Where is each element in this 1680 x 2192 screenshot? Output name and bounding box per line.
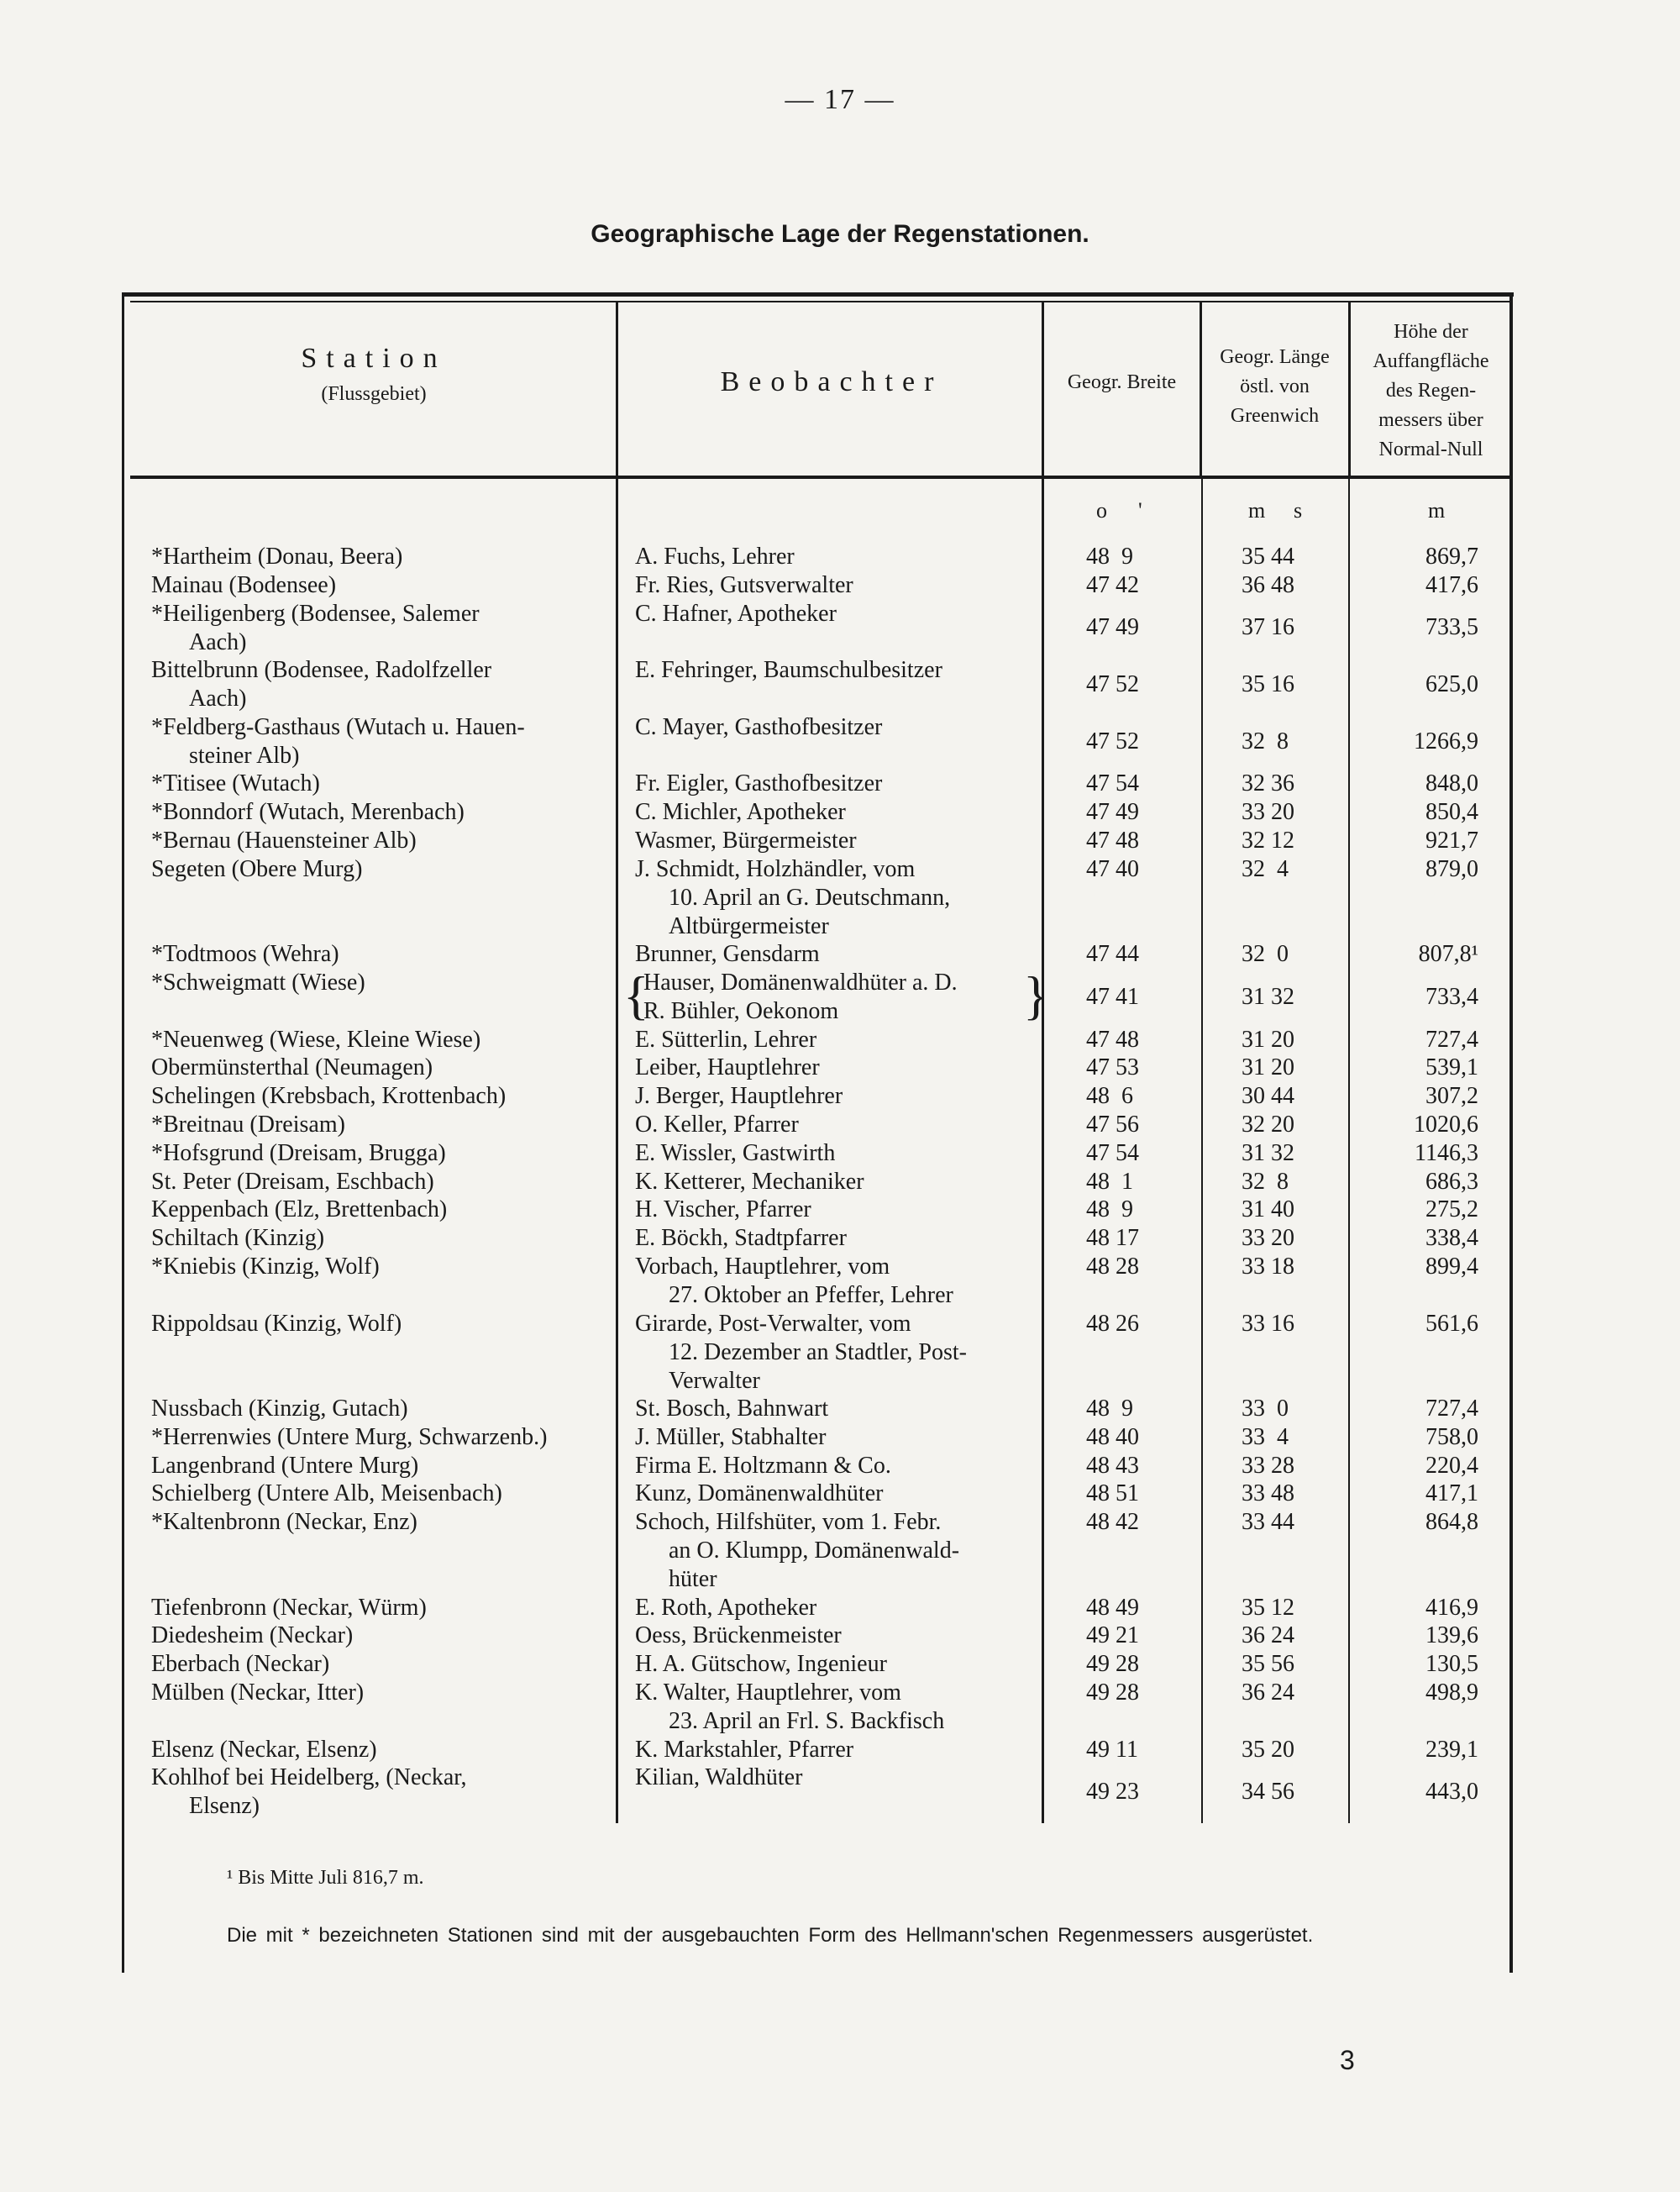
breite-cell: 49 23 [1086,1779,1139,1806]
breite-cell: 47 53 [1086,1054,1139,1081]
laenge-cell: 32 20 [1242,1112,1294,1138]
station-line: Aach) [189,628,247,655]
station-line: *Bonndorf (Wutach, Merenbach) [151,799,465,826]
station-cell [151,600,617,657]
laenge-cell: 33 18 [1242,1254,1294,1280]
station-cell [151,940,617,969]
station-cell [151,1764,617,1821]
hoehe-cell: 921,7 [1425,828,1478,854]
hoehe-cell: 1146,3 [1415,1139,1478,1166]
beobachter-cell [635,1253,1030,1310]
header-breite: Geogr. Breite [1067,371,1177,393]
unit-breite-degrees: o [1096,498,1107,523]
hoehe-cell: 416,9 [1425,1594,1478,1621]
beobachter-line: Wasmer, Bürgermeister [635,828,857,854]
station-line: Mülben (Neckar, Itter) [151,1679,365,1706]
laenge-cell: 31 20 [1242,1054,1294,1081]
beobachter-line: Verwalter [669,1367,760,1394]
station-line: steiner Alb) [189,742,300,769]
hoehe-cell: 443,0 [1425,1779,1478,1806]
beobachter-cell [635,1679,1030,1736]
station-line: Elsenz) [189,1793,260,1820]
laenge-cell: 36 24 [1242,1622,1294,1649]
hoehe-cell: 220,4 [1425,1452,1478,1479]
beobachter-cell [635,713,1030,742]
station-cell [151,798,617,827]
hoehe-cell: 899,4 [1425,1254,1478,1280]
laenge-cell: 31 32 [1242,983,1294,1010]
breite-cell: 47 40 [1086,855,1139,882]
beobachter-cell [635,1196,1030,1224]
beobachter-line: C. Michler, Apotheker [635,799,846,826]
laenge-cell: 33 20 [1242,799,1294,826]
beobachter-cell [635,1594,1030,1622]
beobachter-line: K. Ketterer, Mechaniker [635,1168,864,1195]
beobachter-cell [635,827,1030,855]
beobachter-line: Fr. Ries, Gutsverwalter [635,571,853,598]
station-line: Schielberg (Untere Alb, Meisenbach) [151,1480,502,1507]
hoehe-cell: 733,5 [1425,614,1478,641]
station-cell [151,1054,617,1082]
beobachter-cell [635,1395,1030,1423]
station-cell [151,1679,617,1707]
beobachter-line: 23. April an Frl. S. Backfisch [669,1708,945,1734]
station-line: St. Peter (Dreisam, Eschbach) [151,1168,434,1195]
beobachter-line: E. Sütterlin, Lehrer [635,1026,817,1053]
beobachter-line: O. Keller, Pfarrer [635,1112,799,1138]
beobachter-line: Vorbach, Hauptlehrer, vom [635,1254,890,1280]
laenge-cell: 32 12 [1242,828,1294,854]
breite-cell: 48 43 [1086,1452,1139,1479]
beobachter-line: Brunner, Gensdarm [635,941,820,968]
hoehe-cell: 848,0 [1425,770,1478,797]
laenge-cell: 35 44 [1242,544,1294,570]
page-title: Geographische Lage der Regenstationen. [591,220,1089,248]
hoehe-cell: 758,0 [1425,1423,1478,1450]
station-cell [151,1082,617,1111]
station-cell [151,1310,617,1338]
header-hoehe-line: Höhe der [1394,321,1468,343]
hoehe-cell: 139,6 [1425,1622,1478,1649]
beobachter-cell [635,1452,1030,1480]
beobachter-cell [635,855,1030,941]
beobachter-line: R. Bühler, Oekonom [643,998,839,1024]
breite-cell: 48 42 [1086,1509,1139,1536]
beobachter-line: 12. Dezember an Stadtler, Post- [669,1338,968,1365]
page-number-top: — 17 — [785,84,895,115]
unit-laenge-minutes: m [1248,498,1266,523]
beobachter-cell [635,1310,1030,1396]
hoehe-cell: 239,1 [1425,1736,1478,1763]
hoehe-cell: 850,4 [1425,799,1478,826]
breite-cell: 49 21 [1086,1622,1139,1649]
station-line: Diedesheim (Neckar) [151,1622,354,1649]
hoehe-cell: 879,0 [1425,855,1478,882]
breite-cell: 48 40 [1086,1423,1139,1450]
header-bottom-rule [130,476,1512,479]
station-line: *Todtmoos (Wehra) [151,941,339,968]
breite-cell: 47 48 [1086,1026,1139,1053]
station-line: Keppenbach (Elz, Brettenbach) [151,1196,448,1223]
breite-cell: 47 52 [1086,728,1139,754]
breite-cell: 48 9 [1086,544,1133,570]
footnote: ¹ Bis Mitte Juli 816,7 m. [227,1867,424,1889]
station-line: Elsenz (Neckar, Elsenz) [151,1736,377,1763]
table-left-rule [122,292,124,1973]
beobachter-line: K. Markstahler, Pfarrer [635,1736,854,1763]
beobachter-line: E. Roth, Apotheker [635,1594,817,1621]
station-cell [151,1395,617,1423]
column-divider-laenge-body [1348,479,1350,1823]
hoehe-cell: 561,6 [1425,1310,1478,1337]
beobachter-cell [635,543,1030,571]
brace-right: } [1023,965,1049,1025]
beobachter-cell [635,1168,1030,1196]
laenge-cell: 35 56 [1242,1651,1294,1678]
breite-cell: 49 11 [1086,1736,1138,1763]
breite-cell: 47 54 [1086,1139,1139,1166]
station-line: *Kniebis (Kinzig, Wolf) [151,1254,380,1280]
beobachter-cell [635,1736,1030,1764]
laenge-cell: 33 16 [1242,1310,1294,1337]
station-line: *Kaltenbronn (Neckar, Enz) [151,1509,417,1536]
beobachter-cell [635,1423,1030,1452]
beobachter-line: E. Fehringer, Baumschulbesitzer [635,657,942,684]
hoehe-cell: 275,2 [1425,1196,1478,1223]
header-station: Station [301,343,447,374]
station-line: Nussbach (Kinzig, Gutach) [151,1396,408,1422]
beobachter-line: J. Berger, Hauptlehrer [635,1083,843,1110]
page-number-bottom: 3 [1340,2045,1355,2075]
station-line: *Hofsgrund (Dreisam, Brugga) [151,1139,446,1166]
brace-left: { [623,965,649,1025]
column-divider-breite-body [1201,479,1203,1823]
beobachter-line: Fr. Eigler, Gasthofbesitzer [635,770,883,797]
beobachter-line: St. Bosch, Bahnwart [635,1396,829,1422]
header-beobachter: Beobachter [720,366,943,397]
beobachter-line: H. Vischer, Pfarrer [635,1196,811,1223]
laenge-cell: 33 20 [1242,1225,1294,1252]
station-cell [151,656,617,713]
laenge-cell: 31 32 [1242,1139,1294,1166]
breite-cell: 47 48 [1086,828,1139,854]
breite-cell: 49 28 [1086,1679,1139,1706]
beobachter-cell [635,1139,1030,1168]
beobachter-line: Hauser, Domänenwaldhüter a. D. [643,970,958,996]
beobachter-cell [635,940,1030,969]
beobachter-cell [635,1026,1030,1054]
hoehe-cell: 686,3 [1425,1168,1478,1195]
beobachter-cell [635,1082,1030,1111]
header-hoehe-line: des Regen- [1385,380,1477,402]
hoehe-cell: 130,5 [1425,1651,1478,1678]
station-line: *Titisee (Wutach) [151,770,320,797]
station-cell [151,1594,617,1622]
beobachter-line: C. Mayer, Gasthofbesitzer [635,713,883,740]
legend-note: Die mit * bezeichneten Stationen sind mit der ausgebauchten Form des Hellmann'schen Regenmessers ausgerüstet. [227,1924,1314,1947]
beobachter-cell [635,770,1030,798]
header-hoehe-line: Normal-Null [1378,439,1483,460]
laenge-cell: 32 0 [1242,941,1289,968]
station-cell [151,1508,617,1537]
beobachter-line: C. Hafner, Apotheker [635,600,837,627]
station-cell [151,1452,617,1480]
breite-cell: 47 42 [1086,571,1139,598]
station-cell [151,827,617,855]
breite-cell: 47 56 [1086,1112,1139,1138]
table-right-rule [1509,292,1513,1973]
beobachter-cell [635,1508,1030,1594]
beobachter-cell [635,798,1030,827]
beobachter-line: an O. Klumpp, Domänenwald- [669,1538,960,1564]
station-cell [151,1168,617,1196]
station-line: Langenbrand (Untere Murg) [151,1452,419,1479]
breite-cell: 47 44 [1086,941,1139,968]
station-cell [151,1736,617,1764]
beobachter-line: E. Böckh, Stadtpfarrer [635,1225,847,1252]
breite-cell: 48 28 [1086,1254,1139,1280]
beobachter-line: Oess, Brückenmeister [635,1622,842,1649]
breite-cell: 48 26 [1086,1310,1139,1337]
beobachter-cell [635,1224,1030,1253]
table-inner-top-rule [130,301,1512,302]
beobachter-line: Kunz, Domänenwaldhüter [635,1480,884,1507]
beobachter-cell [635,1054,1030,1082]
breite-cell: 48 1 [1086,1168,1133,1195]
station-cell [151,543,617,571]
station-line: Mainau (Bodensee) [151,571,337,598]
unit-hoehe: m [1428,498,1446,523]
hoehe-cell: 307,2 [1425,1083,1478,1110]
breite-cell: 49 28 [1086,1651,1139,1678]
beobachter-cell [635,1622,1030,1650]
station-cell [151,1139,617,1168]
station-line: *Herrenwies (Untere Murg, Schwarzenb.) [151,1423,548,1450]
station-line: Segeten (Obere Murg) [151,855,363,882]
beobachter-line: Firma E. Holtzmann & Co. [635,1452,891,1479]
hoehe-cell: 807,8¹ [1418,941,1478,968]
header-hoehe [1350,318,1512,465]
hoehe-cell: 625,0 [1425,671,1478,698]
laenge-cell: 31 20 [1242,1026,1294,1053]
breite-cell: 48 9 [1086,1396,1133,1422]
header-hoehe-line: messers über [1378,409,1483,431]
station-cell [151,1480,617,1508]
laenge-cell: 37 16 [1242,614,1294,641]
laenge-cell: 36 48 [1242,571,1294,598]
beobachter-cell [635,1111,1030,1139]
station-line: Schiltach (Kinzig) [151,1225,325,1252]
station-line: Kohlhof bei Heidelberg, (Neckar, [151,1764,467,1791]
station-cell [151,1111,617,1139]
unit-breite-minutes: ' [1138,498,1142,523]
hoehe-cell: 417,6 [1425,571,1478,598]
station-line: *Bernau (Hauensteiner Alb) [151,828,417,854]
header-laenge-line: östl. von [1240,376,1310,397]
beobachter-line: Altbürgermeister [669,912,829,939]
hoehe-cell: 869,7 [1425,544,1478,570]
station-cell [151,1253,617,1281]
station-cell [151,1026,617,1054]
hoehe-cell: 727,4 [1425,1396,1478,1422]
station-line: Rippoldsau (Kinzig, Wolf) [151,1310,402,1337]
beobachter-line: Kilian, Waldhüter [635,1764,803,1791]
station-cell [151,770,617,798]
laenge-cell: 32 4 [1242,855,1289,882]
breite-cell: 48 49 [1086,1594,1139,1621]
station-line: *Feldberg-Gasthaus (Wutach u. Hauen- [151,713,525,740]
beobachter-line: 10. April an G. Deutschmann, [669,884,951,911]
laenge-cell: 31 40 [1242,1196,1294,1223]
column-divider-beobachter [1042,301,1044,1823]
breite-cell: 47 54 [1086,770,1139,797]
beobachter-line: K. Walter, Hauptlehrer, vom [635,1679,901,1706]
hoehe-cell: 733,4 [1425,983,1478,1010]
laenge-cell: 32 8 [1242,1168,1289,1195]
beobachter-line: J. Müller, Stabhalter [635,1423,827,1450]
breite-cell: 47 52 [1086,671,1139,698]
breite-cell: 48 51 [1086,1480,1139,1507]
beobachter-line: J. Schmidt, Holzhändler, vom [635,855,916,882]
hoehe-cell: 498,9 [1425,1679,1478,1706]
breite-cell: 47 41 [1086,983,1139,1010]
laenge-cell: 33 0 [1242,1396,1289,1422]
breite-cell: 47 49 [1086,614,1139,641]
beobachter-cell [635,571,1030,600]
hoehe-cell: 864,8 [1425,1509,1478,1536]
station-cell [151,1224,617,1253]
beobachter-line: A. Fuchs, Lehrer [635,544,795,570]
header-laenge [1201,343,1348,431]
beobachter-cell [635,1650,1030,1679]
station-line: Obermünsterthal (Neumagen) [151,1054,433,1081]
beobachter-line: Schoch, Hilfshüter, vom 1. Febr. [635,1509,942,1536]
breite-cell: 48 9 [1086,1196,1133,1223]
hoehe-cell: 1020,6 [1414,1112,1478,1138]
beobachter-cell [635,656,1030,685]
beobachter-cell [635,1764,1030,1792]
header-laenge-line: Geogr. Länge [1220,346,1330,368]
station-cell [151,1423,617,1452]
station-cell [151,969,617,997]
station-cell [151,1650,617,1679]
laenge-cell: 33 48 [1242,1480,1294,1507]
header-hoehe-line: Auffangfläche [1373,350,1489,372]
station-cell [151,1622,617,1650]
station-line: Bittelbrunn (Bodensee, Radolfzeller [151,657,492,684]
station-line: *Schweigmatt (Wiese) [151,970,365,996]
laenge-cell: 36 24 [1242,1679,1294,1706]
breite-cell: 48 6 [1086,1083,1133,1110]
station-cell [151,571,617,600]
header-station-sub: (Flussgebiet) [321,383,427,405]
station-line: *Neuenweg (Wiese, Kleine Wiese) [151,1026,481,1053]
breite-cell: 47 49 [1086,799,1139,826]
laenge-cell: 32 8 [1242,728,1289,754]
laenge-cell: 33 44 [1242,1509,1294,1536]
beobachter-cell [635,969,1030,1026]
laenge-cell: 35 16 [1242,671,1294,698]
station-cell [151,855,617,884]
laenge-cell: 33 4 [1242,1423,1289,1450]
laenge-cell: 35 20 [1242,1736,1294,1763]
laenge-cell: 30 44 [1242,1083,1294,1110]
laenge-cell: 34 56 [1242,1779,1294,1806]
beobachter-line: Leiber, Hauptlehrer [635,1054,820,1081]
station-line: *Heiligenberg (Bodensee, Salemer [151,600,480,627]
beobachter-cell [635,1480,1030,1508]
hoehe-cell: 338,4 [1425,1225,1478,1252]
breite-cell: 48 17 [1086,1225,1139,1252]
station-line: *Hartheim (Donau, Beera) [151,544,403,570]
hoehe-cell: 417,1 [1425,1480,1478,1507]
station-line: Eberbach (Neckar) [151,1651,330,1678]
hoehe-cell: 1266,9 [1414,728,1478,754]
station-cell [151,1196,617,1224]
beobachter-line: Girarde, Post-Verwalter, vom [635,1310,911,1337]
unit-laenge-seconds: s [1294,498,1303,523]
beobachter-line: H. A. Gütschow, Ingenieur [635,1651,887,1678]
station-line: Schelingen (Krebsbach, Krottenbach) [151,1083,507,1110]
laenge-cell: 35 12 [1242,1594,1294,1621]
beobachter-line: E. Wissler, Gastwirth [635,1139,836,1166]
beobachter-line: hüter [669,1566,717,1593]
beobachter-cell [635,600,1030,628]
station-line: *Breitnau (Dreisam) [151,1112,345,1138]
laenge-cell: 32 36 [1242,770,1294,797]
station-cell [151,713,617,770]
station-line: Tiefenbronn (Neckar, Würm) [151,1594,427,1621]
hoehe-cell: 727,4 [1425,1026,1478,1053]
hoehe-cell: 539,1 [1425,1054,1478,1081]
laenge-cell: 33 28 [1242,1452,1294,1479]
beobachter-line: 27. Oktober an Pfeffer, Lehrer [669,1282,953,1308]
header-laenge-line: Greenwich [1230,405,1320,427]
station-line: Aach) [189,686,247,712]
